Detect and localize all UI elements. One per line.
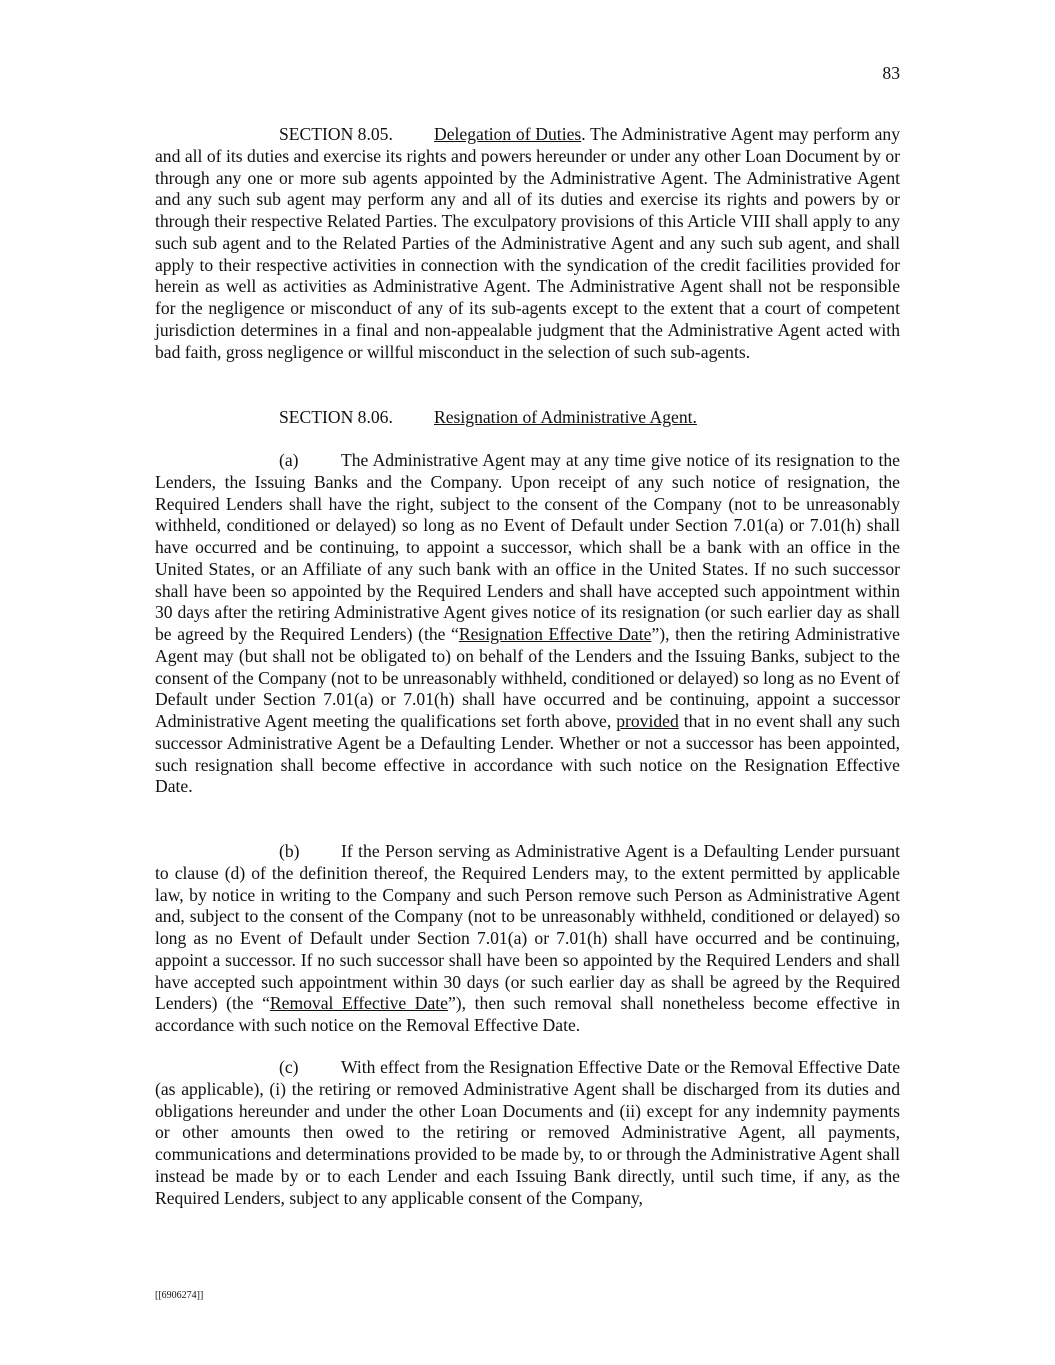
paragraph-text: With effect from the Resignation Effective Date or the Removal Effective Date (as applicable), (i) the retiring or removed Administrative Agent shall be discharged from its duties and obligations hereunder and under the other Loan Documents and (ii) except for any indemnity payments or other amounts then owed to the retiring or removed Administrative Agent, all payments, communications and determinations provided to be made by, to or through the Administrative Agent shall instead be made by or to each Lender and each Issuing Bank directly, until such time, if any, as the Required Lenders, subject to any applicable consent of the Company, — [155, 1057, 900, 1208]
section-number: SECTION 8.05. — [279, 124, 393, 144]
defined-term: Resignation Effective Date — [458, 624, 652, 644]
defined-term: Removal Effective Date — [269, 993, 448, 1014]
paragraph-label: (b) — [279, 841, 300, 861]
paragraph-a — [155, 450, 900, 798]
section-heading: Delegation of Duties — [434, 124, 582, 144]
paragraph-text: that in no event shall any such successor Administrative Agent be a Defaulting Lender. Whether or not a successor has been appointed, such resignation shall become effective in accordance with such notice on the Resignation Effective Date. — [155, 711, 900, 797]
section-8-05 — [155, 124, 900, 363]
provided-term: provided — [616, 711, 679, 731]
paragraph-text: ”), then the retiring Administrative Agent may (but shall not be obligated to) on behalf of the Lenders and the Issuing Banks, subject to the consent of the Company (not to be unreasonably withheld, conditioned or delayed) so long as no Event of Default under Section 7.01(a) or 7.01(h) shall have occurred and be continuing, appoint a successor Administrative Agent meeting the qualifications set forth above, — [155, 624, 900, 731]
section-8-05-paragraph — [155, 124, 900, 363]
paragraph-text: If the Person serving as Administrative Agent is a Defaulting Lender pursuant to clause (d) of the definition thereof, the Required Lenders may, to the extent permitted by applicable law, by notice in writing to the Company and such Person remove such Person as Administrative Agent and, subject to the consent of the Company (not to be unreasonably withheld, conditioned or delayed) so long as no Event of Default under Section 7.01(a) or 7.01(h) shall have occurred and be continuing, appoint a successor. If no such successor shall have been so appointed by the Required Lenders and shall have accepted such appointment within 30 days (or such earlier day as shall be agreed by the Required Lenders) (the “ — [155, 841, 900, 1014]
paragraph-text: ”), then such removal shall nonetheless become effective in accordance with such notice on the Removal Effective Date. — [155, 993, 900, 1035]
section-text: . The Administrative Agent may perform any and all of its duties and exercise its rights and powers hereunder or under any other Loan Document by or through any one or more sub agents appointed by the Administrative Agent. The Administrative Agent and any such sub agent may perform any and all of its duties and exercise its rights and powers by or through their respective Related Parties. The exculpatory provisions of this Article VIII shall apply to any such sub agent and to the Related Parties of the Administrative Agent and any such sub agent, and shall apply to their respective activities in connection with the syndication of the credit facilities provided for herein as well as activities as Administrative Agent. The Administrative Agent shall not be responsible for the negligence or misconduct of any of its sub-agents except to the extent that a court of competent jurisdiction determines in a final and non-appealable judgment that the Administrative Agent acted with bad faith, gross negligence or willful misconduct in the selection of such sub-agents. — [155, 124, 901, 362]
paragraph-b — [155, 841, 900, 1037]
section-heading: Resignation of Administrative Agent. — [434, 407, 697, 427]
paragraph-c — [155, 1057, 900, 1209]
paragraph-text: The Administrative Agent may at any time give notice of its resignation to the Lenders, the Issuing Banks and the Company. Upon receipt of any such notice of resignation, the Required Lenders shall have the right, subject to the consent of the Company (not to be unreasonably withheld, conditioned or delayed) so long as no Event of Default under Section 7.01(a) or 7.01(h) shall have occurred and be continuing, to appoint a successor, which shall be a bank with an office in the United States, or an Affiliate of any such bank with an office in the United States. If no such successor shall have been so appointed by the Required Lenders and shall have accepted such appointment within 30 days after the retiring Administrative Agent gives notice of its resignation (or such earlier day as shall be agreed by the Required Lenders) (the “ — [155, 450, 900, 644]
paragraph-label: (c) — [279, 1057, 299, 1077]
paragraph-label: (a) — [279, 450, 299, 470]
page-number: 83 — [882, 63, 900, 83]
section-8-06-heading — [155, 407, 900, 429]
document-id: [[6906274]] — [155, 1290, 204, 1301]
section-number: SECTION 8.06. — [279, 407, 393, 427]
